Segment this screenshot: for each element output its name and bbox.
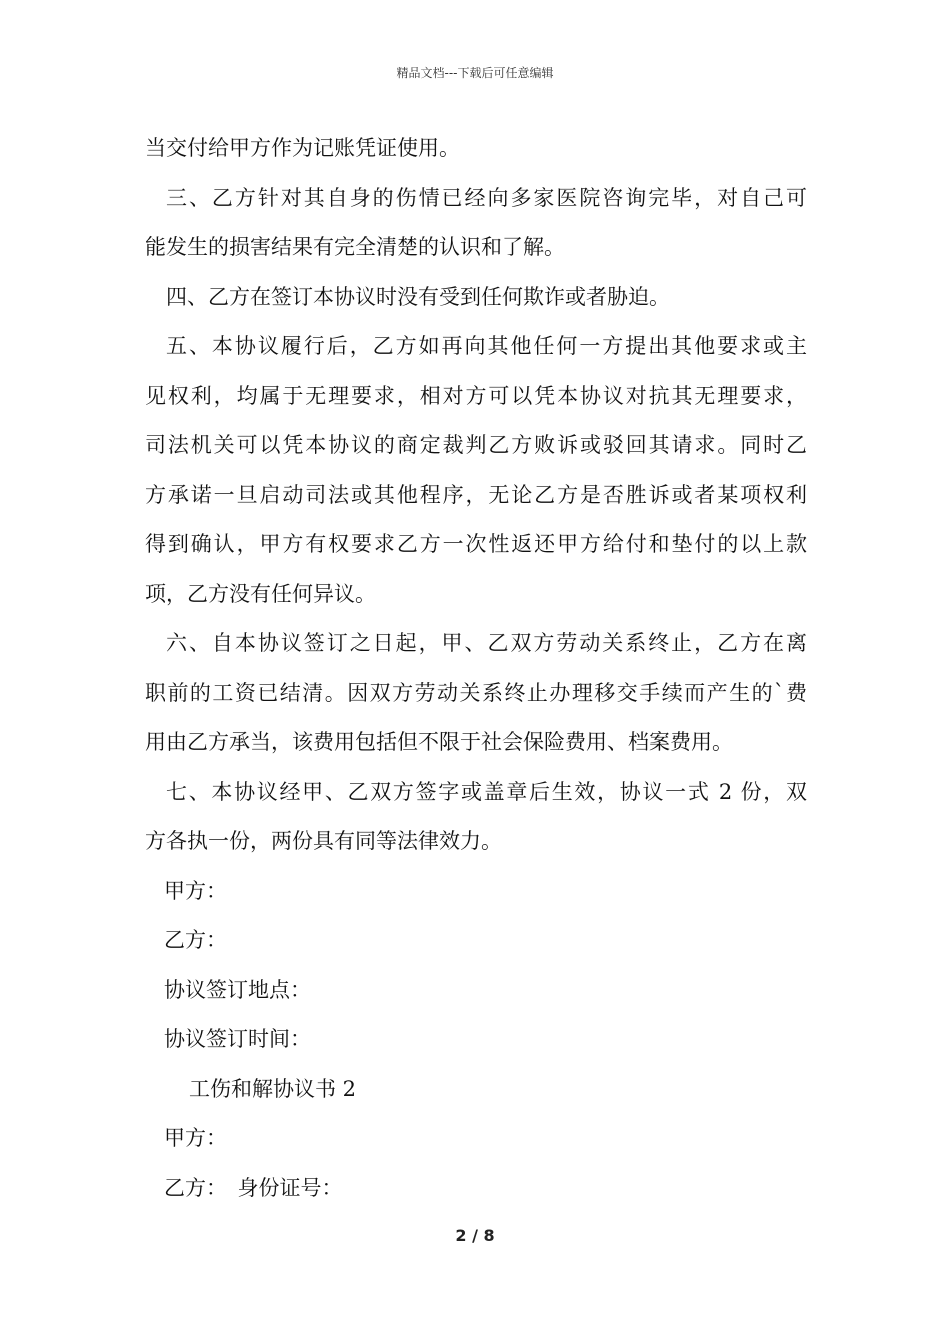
signature-party-b-label: 乙方：: [164, 928, 227, 952]
paragraph-line: 三、乙方针对其自身的伤情已经向多家医院咨询完毕，对自己可: [166, 185, 807, 210]
paragraph-line: 得到确认，甲方有权要求乙方一次性返还甲方给付和垫付的以上款: [145, 532, 807, 556]
paragraph-line: 用由乙方承当，该费用包括但不限于社会保险费用、档案费用。: [145, 730, 733, 754]
signing-place-label: 协议签订地点：: [164, 977, 311, 1002]
paragraph-line: 方各执一份，两份具有同等法律效力。: [145, 829, 502, 853]
paragraph-line: 项，乙方没有任何异议。: [145, 581, 376, 606]
page-number: 2 / 8: [455, 1226, 495, 1245]
page-header: 精品文档---下载后可任意编辑: [396, 66, 554, 80]
paragraph-line: 司法机关可以凭本协议的商定裁判乙方败诉或驳回其请求。同时乙: [145, 433, 807, 457]
paragraph-line: 方承诺一旦启动司法或其他程序，无论乙方是否胜诉或者某项权利: [145, 482, 807, 507]
paragraph-line: 四、乙方在签订本协议时没有受到任何欺诈或者胁迫。: [166, 284, 670, 309]
paragraph-line: 能发生的损害结果有完全清楚的认识和了解。: [145, 235, 565, 259]
document-body: [145, 124, 807, 1213]
paragraph-line: 见权利，均属于无理要求，相对方可以凭本协议对抗其无理要求，: [145, 383, 807, 408]
paragraph-line: 五、本协议履行后，乙方如再向其他任何一方提出其他要求或主: [166, 334, 807, 358]
section-title: 工伤和解协议书 2: [189, 1076, 357, 1101]
paragraph-line: 职前的工资已结清。因双方劳动关系终止办理移交手续而产生的`费: [145, 680, 807, 705]
signing-time-label: 协议签订时间：: [164, 1027, 311, 1051]
signature-party-a-label: 甲方：: [164, 878, 227, 903]
paragraph-line: 当交付给甲方作为记账凭证使用。: [145, 136, 460, 160]
party-a-label: 甲方：: [164, 1126, 227, 1150]
party-b-id-label: 乙方： 身份证号：: [164, 1175, 343, 1200]
paragraph-line: 六、自本协议签订之日起，甲、乙双方劳动关系终止，乙方在离: [166, 631, 807, 655]
paragraph-line: 七、本协议经甲、乙双方签字或盖章后生效，协议一式 2 份，双: [166, 779, 807, 804]
